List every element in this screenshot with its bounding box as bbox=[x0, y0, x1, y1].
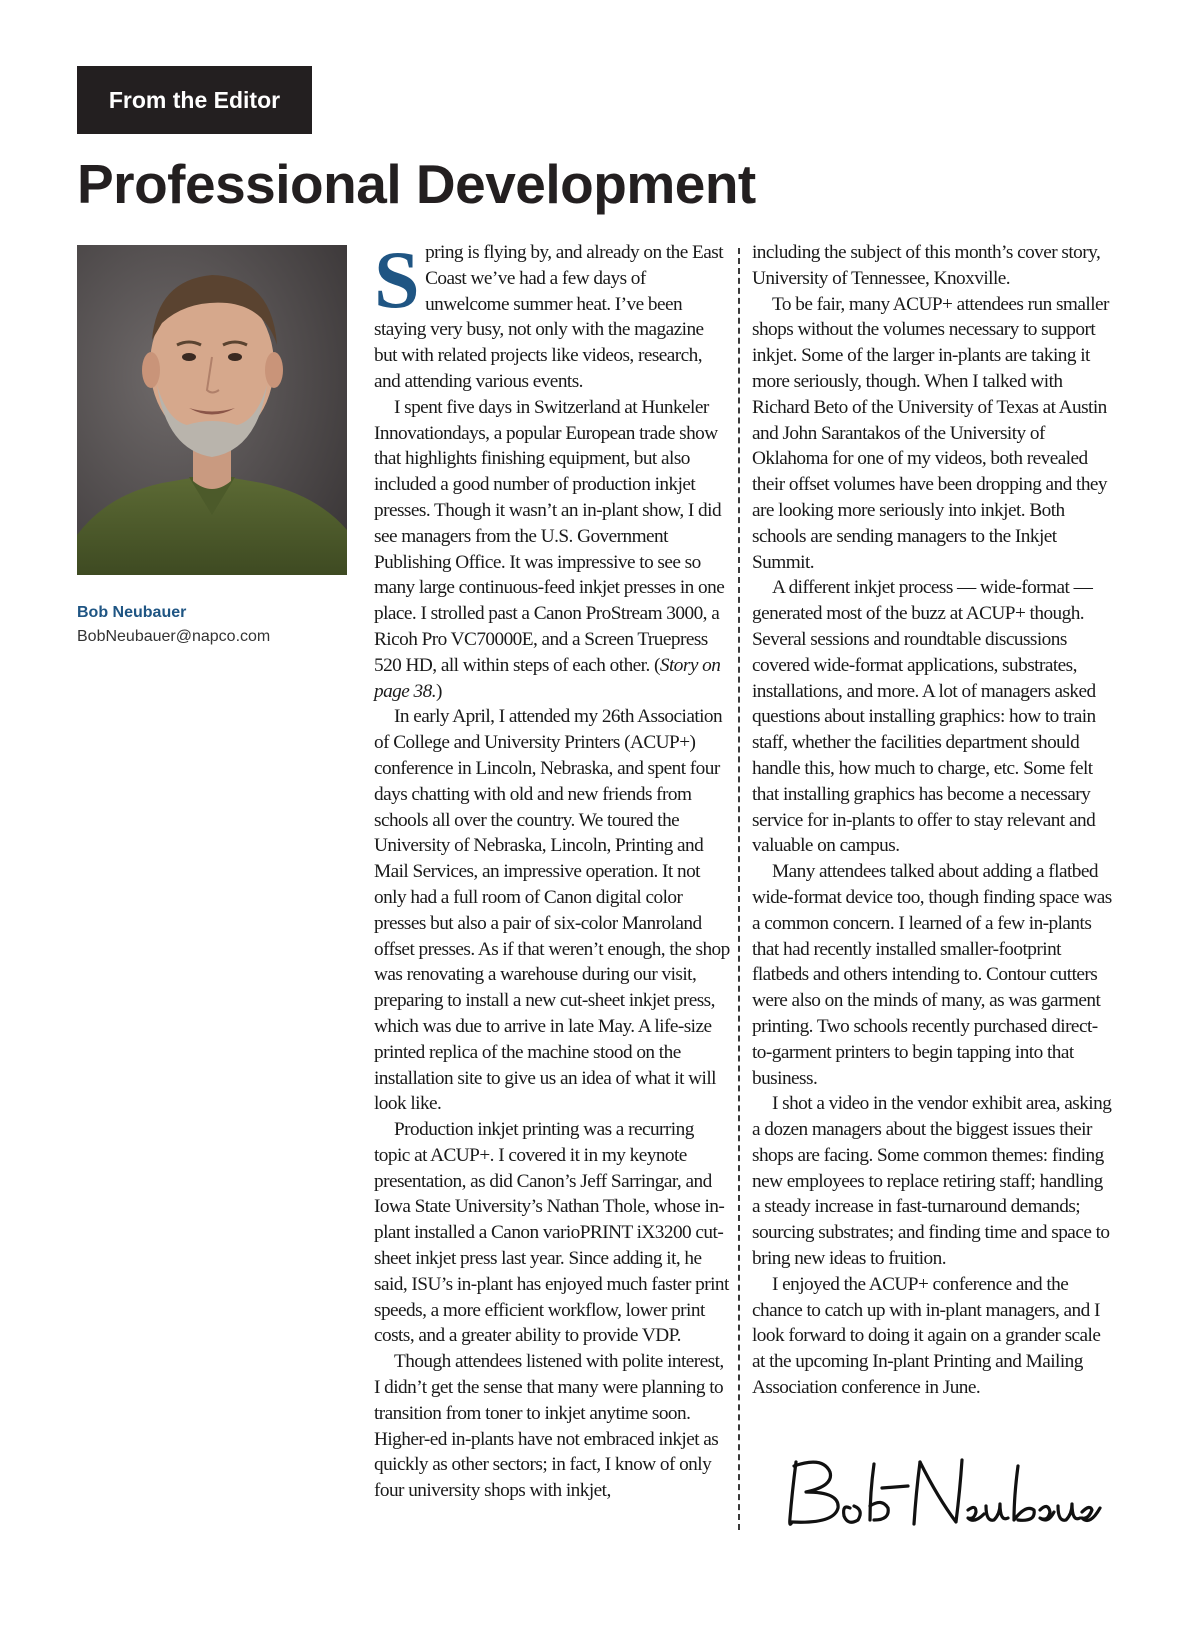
article-column-2 bbox=[752, 240, 1112, 1401]
article-paragraph: Though attendees listened with polite interest, I didn’t get the sense that many were planning to transition from toner to inkjet anytime soon. Higher-ed in-plants have not embraced inkjet as quickly as other sectors; in fact, I know of only four university shops with inkjet, bbox=[374, 1351, 724, 1502]
article-paragraph: In early April, I attended my 26th Association of College and University Printers (ACUP+) conference in Lincoln, Nebraska, and spent four days chatting with old and new friends from schools all over the country. We toured the University of Nebraska, Lincoln, Printing and Mail Services, an impressive operation. It not only had a full room of Canon digital color presses but also a pair of six-color Manroland offset presses. As if that weren’t enough, the shop was renovating a warehouse during our visit, preparing to install a new cut-sheet inkjet press, which was due to arrive in late May. A life-size printed replica of the machine stood on the installation site to give us an idea of what it will look like. bbox=[374, 706, 730, 1115]
article-paragraph bbox=[374, 395, 730, 705]
column-divider bbox=[738, 248, 740, 1530]
article-title: Professional Development bbox=[77, 153, 756, 215]
author-portrait-illustration bbox=[77, 245, 347, 575]
article-column-1 bbox=[374, 234, 730, 1504]
story-reference: Story on page 38. bbox=[374, 654, 721, 702]
paragraph-text: I spent five days in Switzerland at Hunkeler Innovationdays, a popular European trade show that highlights finishing equipment, but also included a good number of production inkjet presses. Though it wasn’t an in-plant show, I did see managers from the U.S. Government Publishing Office. It was impressive to see so many large continuous-feed inkjet presses in one place. I strolled past a Canon ProStream 3000, a Ricoh Pro VC70000E, and a Screen Truepress 520 HD, all within steps of each other. ( bbox=[374, 396, 725, 676]
editor-signature bbox=[778, 1448, 1108, 1538]
article-paragraph: A different inkjet process — wide-format — generated most of the buzz at ACUP+ though. Several sessions and roundtable discussions covered wide-format applications, substrates, installations, and more. A lot of managers asked questions about installing graphics: how to train staff, whether the facilities department should handle this, how much to charge, etc. Some felt that installing graphics has become a necessary service for in-plants to offer to stay relevant and valuable on campus. bbox=[752, 577, 1096, 857]
author-photo bbox=[77, 245, 347, 575]
drop-cap: S bbox=[374, 234, 420, 325]
paragraph-text: pring is flying by, and already on the East Coast we’ve had a few days of unwelcome summer heat. I’ve been staying very busy, not only with the magazine but with related projects like videos, research, and attending various events. bbox=[374, 242, 724, 392]
article-paragraph: Production inkjet printing was a recurring topic at ACUP+. I covered it in my keynote presentation, as did Canon’s Jeff Sarringar, and Iowa State University’s Nathan Thole, whose in-plant installed a Canon varioPRINT iX3200 cut-sheet inkjet press last year. Since adding it, he said, ISU’s in-plant has enjoyed much faster print speeds, a more efficient workflow, lower print costs, and a greater ability to provide VDP. bbox=[374, 1119, 729, 1347]
article-paragraph: To be fair, many ACUP+ attendees run smaller shops without the volumes necessary to support inkjet. Some of the larger in-plants are taking it more seriously, though. When I talked with Richard Beto of the University of Texas at Austin and John Sarantakos of the University of Oklahoma for one of my videos, both revealed their offset volumes have been dropping and they are looking more seriously into inkjet. Both schools are sending managers to the Inkjet Summit. bbox=[752, 293, 1109, 573]
author-email: BobNeubauer@napco.com bbox=[77, 628, 271, 645]
article-paragraph: I shot a video in the vendor exhibit area, asking a dozen managers about the biggest issues their shops are facing. Some common themes: finding new employees to replace retiring staff; handling a steady increase in fast-turnaround demands; sourcing substrates; and finding time and space to bring new ideas to fruition. bbox=[752, 1093, 1112, 1270]
article-paragraph: Many attendees talked about adding a flatbed wide-format device too, though finding space was a common concern. I learned of a few in-plants that had recently installed smaller-footprint flatbeds and others intending to. Contour cutters were also on the minds of many, as was garment printing. Two schools recently purchased direct-to-garment printers to begin tapping into that business. bbox=[752, 861, 1112, 1089]
article-paragraph bbox=[374, 234, 730, 395]
author-name: Bob Neubauer bbox=[77, 604, 187, 621]
paragraph-text: ) bbox=[436, 680, 442, 702]
section-label: From the Editor bbox=[77, 66, 312, 134]
article-paragraph: I enjoyed the ACUP+ conference and the chance to catch up with in-plant managers, and I look forward to doing it again on a grander scale at the upcoming In-plant Printing and Mailing Association conference in June. bbox=[752, 1273, 1101, 1399]
article-paragraph: including the subject of this month’s cover story, University of Tennessee, Knoxville. bbox=[752, 242, 1101, 289]
